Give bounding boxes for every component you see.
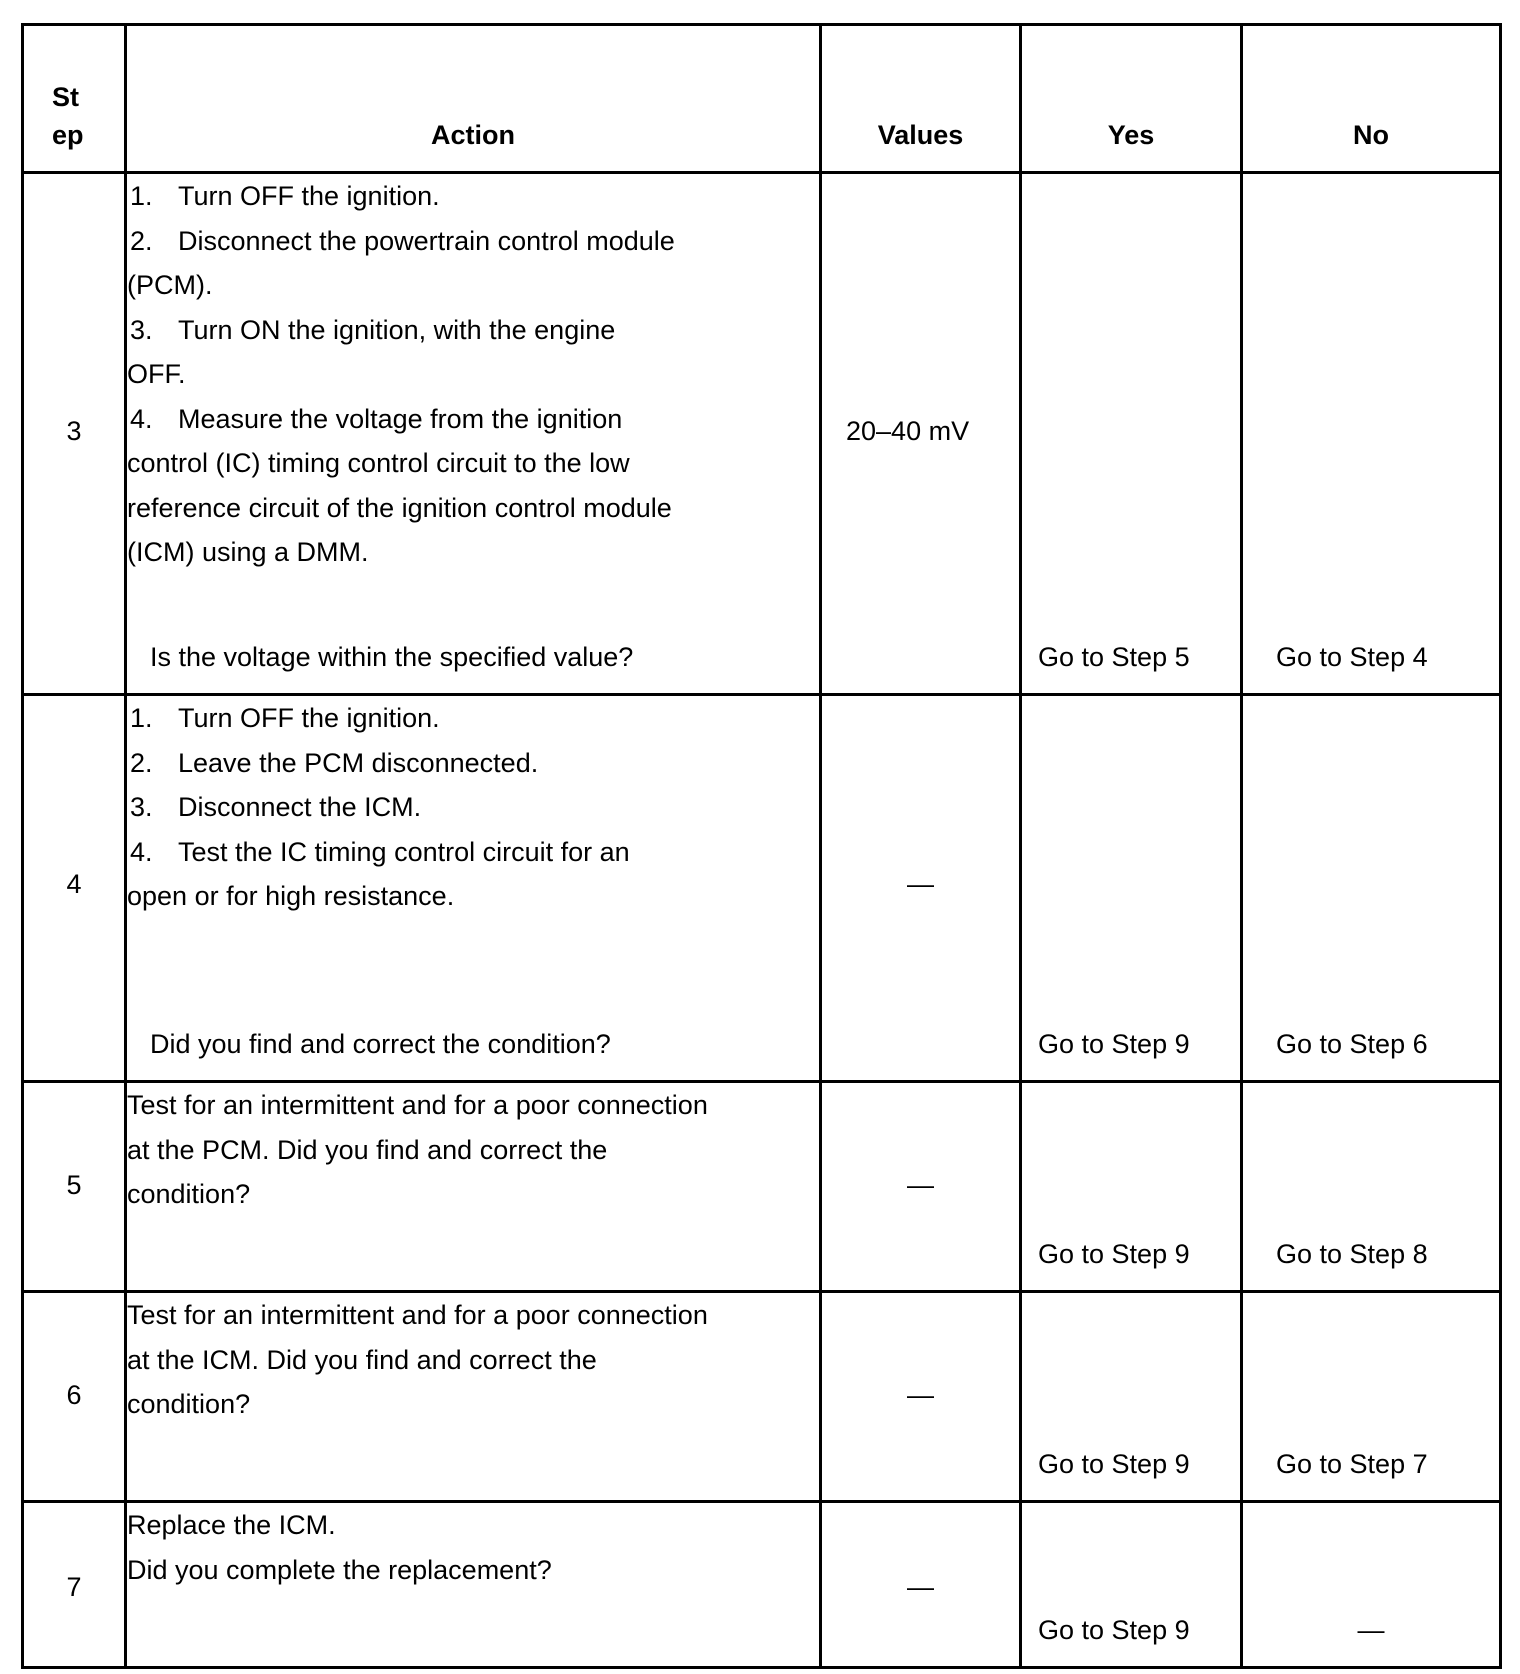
step-column-header: St ep [23,25,126,173]
yes-cell [1021,1502,1242,1668]
step-number: 7 [66,1572,82,1602]
action-cell [126,1082,821,1292]
action-step: 2. Disconnect the powertrain control module (PCM). [127,225,675,300]
yes-result: Go to Step 9 [1038,1448,1190,1479]
action-question: Is the voltage within the specified value? [150,641,634,672]
action-question: Did you find and correct the condition? [150,1028,611,1059]
action-step: 4. Measure the voltage from the ignition control (IC) timing control circuit to the low reference circuit of the ignition control module (ICM) using a DMM. [127,403,672,567]
yes-result: Go to Step 5 [1038,641,1190,672]
step-number: 4 [66,869,82,899]
value-text: — [907,1572,934,1602]
action-column-header: Action [126,25,821,173]
value-text: — [907,1380,934,1410]
diagnostic-table [21,23,1502,1669]
no-cell [1242,1292,1501,1502]
values-cell [821,695,1021,1082]
step-cell [23,1502,126,1668]
no-cell [1242,1502,1501,1668]
table-row [23,1082,1501,1292]
action-line: Replace the ICM. [127,1510,336,1540]
value-text: — [907,869,934,899]
step-cell [23,1292,126,1502]
no-cell [1242,695,1501,1082]
yes-cell [1021,695,1242,1082]
no-cell [1242,1082,1501,1292]
header-row [23,25,1501,173]
table-row [23,173,1501,695]
yes-result: Go to Step 9 [1038,1238,1190,1269]
action-step: 4. Test the IC timing control circuit for an open or for high resistance. [127,836,630,911]
step-cell [23,695,126,1082]
value-text: 20–40 mV [846,416,970,446]
table-row [23,695,1501,1082]
action-text: Test for an intermittent and for a poor connection at the ICM. Did you find and correct the condition? [127,1300,708,1419]
action-cell [126,695,821,1082]
yes-result: Go to Step 9 [1038,1028,1190,1059]
action-cell [126,1292,821,1502]
table-row [23,1292,1501,1502]
action-cell [126,1502,821,1668]
action-step: 2. Leave the PCM disconnected. [130,747,539,778]
table-row [23,1502,1501,1668]
yes-cell [1021,1082,1242,1292]
action-step: 1. Turn OFF the ignition. [130,703,440,733]
values-cell [821,173,1021,695]
step-number: 6 [66,1380,82,1410]
action-line: Did you complete the replacement? [127,1554,552,1585]
value-text: — [907,1170,934,1200]
no-cell [1242,173,1501,695]
values-cell [821,1292,1021,1502]
values-cell [821,1502,1021,1668]
no-result: Go to Step 8 [1276,1238,1428,1269]
step-number: 5 [66,1170,82,1200]
no-result: — [1357,1614,1385,1645]
yes-cell [1021,173,1242,695]
step-number: 3 [66,416,82,446]
yes-column-header: Yes [1021,25,1242,173]
no-result: Go to Step 6 [1276,1028,1428,1059]
no-result: Go to Step 4 [1276,641,1428,672]
yes-cell [1021,1292,1242,1502]
step-cell [23,1082,126,1292]
action-step: 3. Turn ON the ignition, with the engine OFF. [127,314,616,389]
values-cell [821,1082,1021,1292]
action-cell [126,173,821,695]
no-column-header: No [1242,25,1501,173]
no-result: Go to Step 7 [1276,1448,1428,1479]
action-text: Test for an intermittent and for a poor connection at the PCM. Did you find and correct the condition? [127,1090,708,1209]
values-column-header: Values [821,25,1021,173]
action-step: 3. Disconnect the ICM. [130,792,422,822]
action-step: 1. Turn OFF the ignition. [130,181,440,211]
yes-result: Go to Step 9 [1038,1614,1190,1645]
step-cell [23,173,126,695]
